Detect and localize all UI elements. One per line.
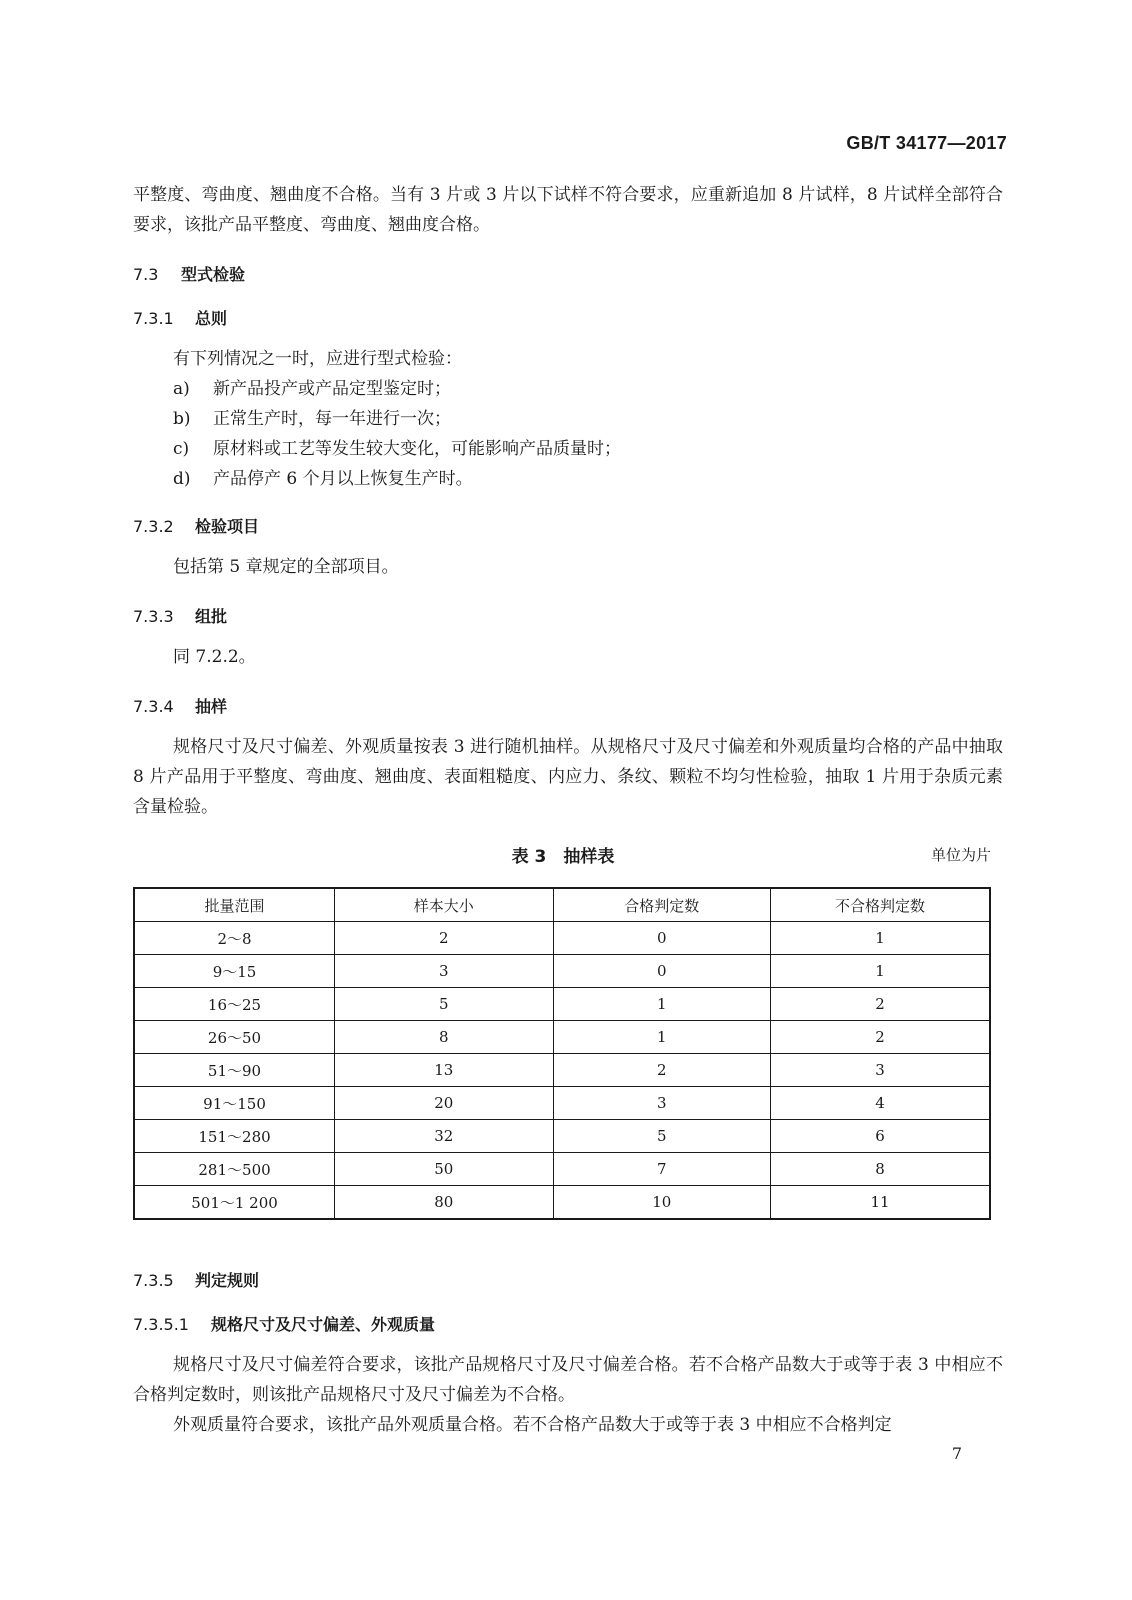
table-row xyxy=(134,1087,990,1120)
reject-number-cell: 3 xyxy=(770,1054,990,1087)
accept-number-cell: 2 xyxy=(553,1054,770,1087)
reject-number-cell: 11 xyxy=(770,1186,990,1220)
sample-size-cell: 5 xyxy=(335,988,553,1021)
reject-number-cell: 6 xyxy=(770,1120,990,1153)
sample-size-cell: 2 xyxy=(335,922,553,955)
accept-number-cell: 5 xyxy=(553,1120,770,1153)
section-title: 抽样 xyxy=(195,697,228,716)
list-label: a) xyxy=(173,379,190,399)
intro-paragraph: 有下列情况之一时，应进行型式检验： xyxy=(173,349,462,369)
section-7-3-4-heading xyxy=(133,694,227,717)
section-7-3-heading xyxy=(133,262,245,285)
list-text: 原材料或工艺等发生较大变化，可能影响产品质量时； xyxy=(213,439,621,459)
list-label: d) xyxy=(173,469,191,489)
accept-number-cell: 0 xyxy=(553,922,770,955)
section-number: 7.3.5.1 xyxy=(133,1315,189,1334)
sample-size-cell: 3 xyxy=(335,955,553,988)
section-number: 7.3 xyxy=(133,265,159,284)
lot-range-cell: 16～25 xyxy=(134,988,335,1021)
sampling-table xyxy=(133,887,991,1220)
sample-size-cell: 80 xyxy=(335,1186,553,1220)
section-title: 规格尺寸及尺寸偏差、外观质量 xyxy=(211,1315,436,1334)
list-item xyxy=(133,374,1003,404)
lot-range-cell: 2～8 xyxy=(134,922,335,955)
lot-range-cell: 281～500 xyxy=(134,1153,335,1186)
sample-size-cell: 8 xyxy=(335,1021,553,1054)
reject-number-cell: 2 xyxy=(770,988,990,1021)
reject-number-cell: 2 xyxy=(770,1021,990,1054)
sample-size-cell: 32 xyxy=(335,1120,553,1153)
section-7-3-1-heading xyxy=(133,306,227,329)
section-7-3-5-heading xyxy=(133,1268,259,1291)
list-item xyxy=(133,434,1003,464)
page-number: 7 xyxy=(951,1444,962,1463)
accept-number-cell: 10 xyxy=(553,1186,770,1220)
sample-size-cell: 13 xyxy=(335,1054,553,1087)
column-header: 合格判定数 xyxy=(553,888,770,922)
section-7-3-2-heading xyxy=(133,514,259,537)
list-text: 新产品投产或产品定型鉴定时； xyxy=(213,379,451,399)
table-row xyxy=(134,1021,990,1054)
table-row xyxy=(134,988,990,1021)
section-number: 7.3.1 xyxy=(133,309,174,328)
section-7-3-3-heading xyxy=(133,604,227,627)
section-title: 检验项目 xyxy=(195,517,260,536)
accept-number-cell: 3 xyxy=(553,1087,770,1120)
accept-number-cell: 1 xyxy=(553,1021,770,1054)
section-title: 型式检验 xyxy=(181,265,246,284)
table-unit: 单位为片 xyxy=(930,846,991,864)
section-title: 总则 xyxy=(195,309,228,328)
list-label: b) xyxy=(173,409,191,429)
column-header: 样本大小 xyxy=(335,888,553,922)
lot-range-cell: 501～1 200 xyxy=(134,1186,335,1220)
sample-size-cell: 50 xyxy=(335,1153,553,1186)
list-item xyxy=(133,464,1003,494)
accept-number-cell: 1 xyxy=(553,988,770,1021)
column-header: 批量范围 xyxy=(134,888,335,922)
section-7-3-3-text: 同 7.2.2。 xyxy=(173,647,256,667)
section-7-3-1-body xyxy=(133,344,1003,494)
standard-number: GB/T 34177—2017 xyxy=(846,133,1007,153)
list-text: 正常生产时，每一年进行一次； xyxy=(213,409,451,429)
section-7-3-4-text: 规格尺寸及尺寸偏差、外观质量按表 3 进行随机抽样。从规格尺寸及尺寸偏差和外观质量均合格的产品中抽取 8 片产品用于平整度、弯曲度、翘曲度、表面粗糙度、内应力、条纹、颗粒不均匀性检验，抽取 1 片用于杂质元素含量检验。 xyxy=(133,737,1003,817)
section-number: 7.3.2 xyxy=(133,517,174,536)
column-header: 不合格判定数 xyxy=(770,888,990,922)
reject-number-cell: 1 xyxy=(770,922,990,955)
section-number: 7.3.5 xyxy=(133,1271,174,1290)
list-text: 产品停产 6 个月以上恢复生产时。 xyxy=(213,469,473,489)
accept-number-cell: 0 xyxy=(553,955,770,988)
table-row xyxy=(134,1186,990,1220)
reject-number-cell: 8 xyxy=(770,1153,990,1186)
lot-range-cell: 26～50 xyxy=(134,1021,335,1054)
section-title: 判定规则 xyxy=(195,1271,260,1290)
section-7-3-2-text: 包括第 5 章规定的全部项目。 xyxy=(173,557,399,577)
table-row xyxy=(134,1153,990,1186)
table-row xyxy=(134,1054,990,1087)
reject-number-cell: 4 xyxy=(770,1087,990,1120)
lot-range-cell: 151～280 xyxy=(134,1120,335,1153)
list-item xyxy=(133,404,1003,434)
lot-range-cell: 9～15 xyxy=(134,955,335,988)
reject-number-cell: 1 xyxy=(770,955,990,988)
accept-number-cell: 7 xyxy=(553,1153,770,1186)
section-7-3-5-1-paragraph-1: 规格尺寸及尺寸偏差符合要求，该批产品规格尺寸及尺寸偏差合格。若不合格产品数大于或等于表 3 中相应不合格判定数时，则该批产品规格尺寸及尺寸偏差为不合格。 xyxy=(133,1355,1003,1405)
section-number: 7.3.3 xyxy=(133,607,174,626)
table-header-row xyxy=(134,888,990,922)
section-title: 组批 xyxy=(195,607,228,626)
table-row xyxy=(134,922,990,955)
table-row xyxy=(134,955,990,988)
table-row xyxy=(134,1120,990,1153)
lot-range-cell: 91～150 xyxy=(134,1087,335,1120)
section-7-3-5-1-heading xyxy=(133,1312,435,1335)
continuation-paragraph: 平整度、弯曲度、翘曲度不合格。当有 3 片或 3 片以下试样不符合要求，应重新追加 8 片试样，8 片试样全部符合要求，该批产品平整度、弯曲度、翘曲度合格。 xyxy=(133,185,1003,235)
section-7-3-5-1-paragraph-2: 外观质量符合要求，该批产品外观质量合格。若不合格产品数大于或等于表 3 中相应不合格判定 xyxy=(173,1415,892,1435)
section-number: 7.3.4 xyxy=(133,697,174,716)
list-label: c) xyxy=(173,439,190,459)
lot-range-cell: 51～90 xyxy=(134,1054,335,1087)
table-title: 表 3 抽样表 xyxy=(511,847,615,867)
sample-size-cell: 20 xyxy=(335,1087,553,1120)
